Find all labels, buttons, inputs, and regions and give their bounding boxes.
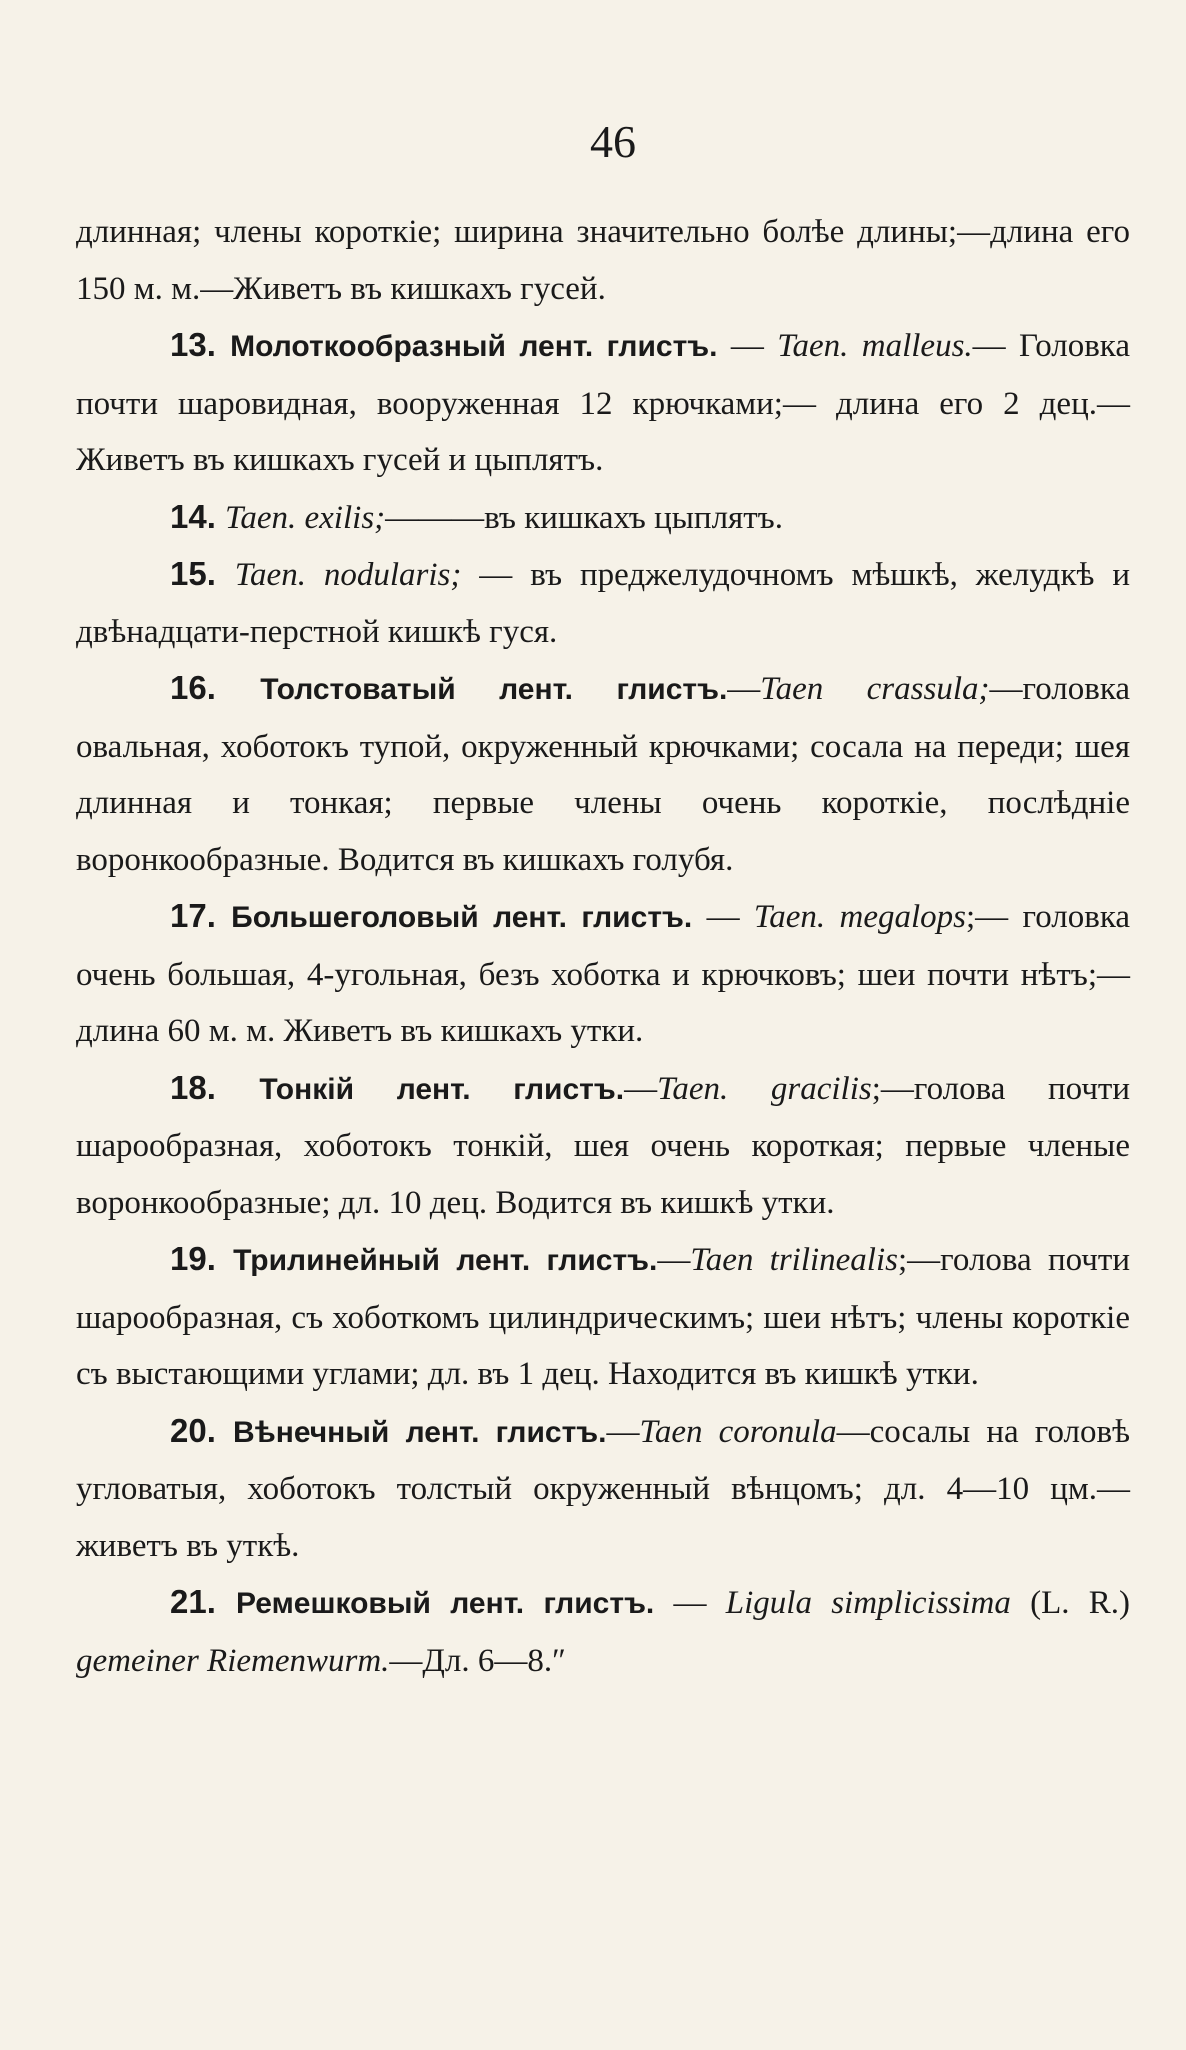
- entry-number: 18.: [170, 1068, 260, 1106]
- body-text: —: [624, 1070, 658, 1107]
- body-text: ;—голова почти шарообразная, съ хоботкомъ цилиндрическимъ; шеи нѣтъ; члены короткіе съ выстающими углами; дл. въ 1 дец. Находится въ кишкѣ утки.: [76, 1242, 1130, 1392]
- page-text: [76, 204, 1130, 1689]
- body-text: —: [717, 328, 778, 364]
- body-text: —головка овальная, хоботокъ тупой, окруженный крючками; сосала на переди; шея длинная и тонкая; первые члены очень короткіе, послѣдніе воронкообразные. Водится въ кишкахъ голубя.: [76, 671, 1131, 878]
- paragraph-p13: [76, 317, 1130, 489]
- body-text: ;— головка очень большая, 4-угольная, безъ хоботка и крючковъ; шеи почти нѣтъ;—длина 60 м. м. Живетъ въ кишкахъ утки.: [76, 899, 1131, 1049]
- paragraph-p15: [76, 546, 1130, 660]
- entry-number: 13.: [170, 326, 231, 363]
- latin-name: Taen. gracilis: [657, 1070, 872, 1107]
- entry-number: 16.: [170, 669, 261, 706]
- entry-heading: Трилинейный лент. глистъ.: [233, 1244, 658, 1277]
- latin-name: Ligula simplicissima: [725, 1585, 1011, 1621]
- body-text: —сосалы на головѣ угловатыя, хоботокъ толстый окруженный вѣнцомъ; дл. 4—10 цм.—живетъ въ уткѣ.: [76, 1413, 1131, 1564]
- entry-number: 15.: [170, 555, 235, 592]
- entry-number: 21.: [170, 1583, 237, 1620]
- latin-name: Taen. exilis;: [225, 499, 386, 536]
- entry-heading: Тонкій лент. глистъ.: [259, 1072, 625, 1106]
- latin-name: Taen crassula;: [760, 671, 990, 707]
- body-text: — въ преджелудочномъ мѣшкѣ, желудкѣ и двѣнадцати-перстной кишкѣ гуся.: [76, 557, 1130, 650]
- entry-heading: Большеголовый лент. глистъ.: [231, 901, 693, 934]
- body-text: (L. R.): [1010, 1585, 1131, 1621]
- page-number: 46: [590, 116, 636, 167]
- latin-name: Taen trilinealis: [690, 1242, 898, 1278]
- entry-heading: Вѣнечный лент. глистъ.: [232, 1415, 607, 1449]
- paragraph-p16: [76, 660, 1130, 888]
- latin-name: Taen. malleus.: [777, 328, 973, 364]
- latin-name: Taen. nodularis;: [234, 557, 462, 593]
- entry-heading: Толстоватый лент. глистъ.: [260, 673, 728, 706]
- body-text: —: [657, 1242, 691, 1278]
- paragraph-p14: [76, 489, 1130, 547]
- body-text: —: [692, 899, 754, 935]
- latin-name: Taen coronula: [639, 1413, 837, 1450]
- entry-number: 17.: [170, 897, 232, 934]
- entry-number: 14.: [170, 497, 226, 535]
- latin-name: gemeiner Riemenwurm.: [76, 1642, 390, 1679]
- paragraph-p19: [76, 1231, 1130, 1403]
- paragraph-p21: [76, 1574, 1130, 1689]
- latin-name: Taen. megalops: [753, 899, 966, 935]
- body-text: ;—голова почти шарообразная, хоботокъ тонкій, шея очень короткая; первые членые воронкообразные; дл. 10 дец. Водится въ кишкѣ утки.: [76, 1070, 1130, 1221]
- body-text: ———въ кишкахъ цыплятъ.: [385, 499, 783, 536]
- paragraph-p12-cont: [76, 204, 1130, 317]
- paragraph-p18: [76, 1060, 1130, 1232]
- body-text: —Дл. 6—8.″: [389, 1642, 566, 1679]
- entry-heading: Молоткообразный лент. глистъ.: [230, 330, 718, 363]
- entry-number: 19.: [170, 1240, 234, 1277]
- entry-number: 20.: [170, 1411, 233, 1449]
- body-text: длинная; члены короткіе; ширина значительно болѣе длины;—длина его 150 м. м.—Живетъ въ кишкахъ гусей.: [76, 214, 1130, 307]
- entry-heading: Ремешковый лент. глистъ.: [236, 1587, 655, 1620]
- body-text: —: [727, 671, 761, 707]
- paragraph-p17: [76, 888, 1130, 1060]
- paragraph-p20: [76, 1403, 1130, 1575]
- body-text: —: [654, 1585, 726, 1621]
- body-text: —: [606, 1413, 640, 1450]
- body-text: — Головка почти шаровидная, вооруженная 12 крючками;— длина его 2 дец.—Живетъ въ кишкахъ гусей и цыплятъ.: [76, 328, 1130, 478]
